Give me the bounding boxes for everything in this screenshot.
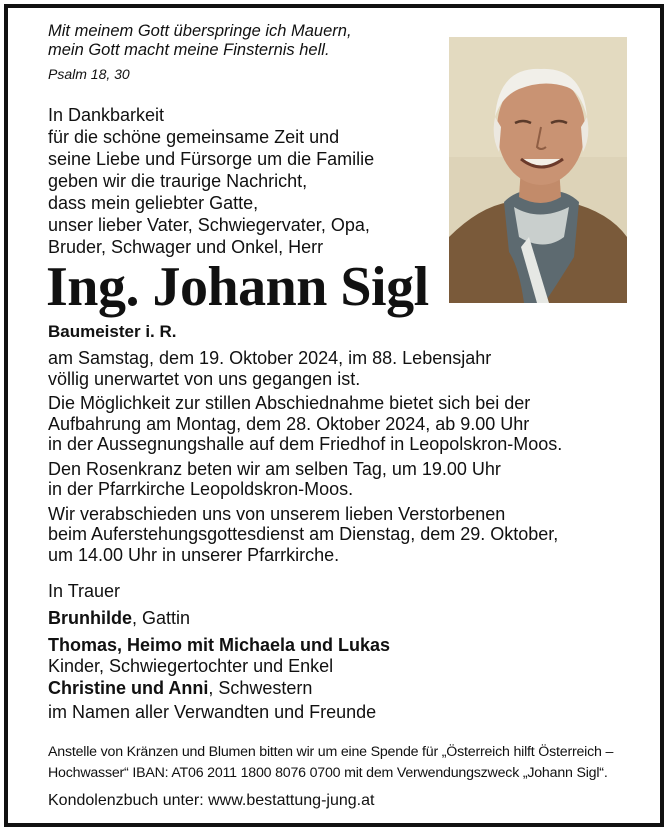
mourner-wife — [48, 608, 648, 630]
intro-line: dass mein geliebter Gatte, — [48, 193, 259, 213]
mourner-relation: , Gattin — [132, 608, 191, 628]
body-line: Aufbahrung am Montag, dem 28. Oktober 2024, ab 9.00 Uhr — [48, 413, 530, 434]
mourner-name: Brunhilde — [48, 608, 132, 628]
body-line: Die Möglichkeit zur stillen Abschiednahme bietet sich bei der — [48, 393, 531, 413]
paragraph-funeral — [48, 504, 648, 566]
mourner-name: Thomas, Heimo mit Michaela und Lukas — [48, 634, 391, 655]
intro-line: In Dankbarkeit — [48, 105, 165, 125]
intro-line: seine Liebe und Fürsorge um die Familie — [48, 149, 375, 169]
deceased-name: Ing. Johann Sigl — [46, 256, 429, 318]
condolence-book-link[interactable]: Kondolenzbuch unter: www.bestattung-jung.at — [48, 792, 375, 809]
mourner-relation: Kinder, Schwiegertochter und Enkel — [48, 656, 334, 676]
quote-line-2: mein Gott macht meine Finsternis hell. — [48, 41, 330, 59]
body-line: am Samstag, dem 19. Oktober 2024, im 88. Lebensjahr — [48, 348, 492, 368]
intro-line: für die schöne gemeinsame Zeit und — [48, 127, 340, 147]
mourner-children — [48, 635, 648, 657]
donation-line: Anstelle von Kränzen und Blumen bitten wir um eine Spende für „Österreich hilft Österreich – — [48, 744, 614, 760]
paragraph-death-date — [48, 348, 648, 389]
mourner-relatives: im Namen aller Verwandten und Freunde — [48, 702, 377, 722]
mourner-relation: , Schwestern — [208, 677, 313, 698]
mourners-list — [48, 608, 648, 724]
body-line: in der Aussegnungshalle auf dem Friedhof in Leopolskron-Moos. — [48, 434, 563, 454]
donation-line: Hochwasser“ IBAN: AT06 2011 1800 8076 0700 mit dem Verwendungszweck „Johann Sigl“. — [48, 765, 608, 781]
announcement-body — [48, 348, 648, 569]
paragraph-viewing — [48, 393, 648, 455]
intro-line: Bruder, Schwager und Onkel, Herr — [48, 237, 324, 257]
mourner-name: Christine und Anni — [48, 677, 209, 698]
mourner-sisters — [48, 678, 648, 700]
body-line: um 14.00 Uhr in unserer Pfarrkirche. — [48, 544, 340, 565]
body-line: beim Auferstehungsgottesdienst am Dienstag, dem 29. Oktober, — [48, 524, 559, 544]
intro-text — [48, 104, 448, 258]
portrait-photo-icon — [449, 37, 627, 303]
intro-line: unser lieber Vater, Schwiegervater, Opa, — [48, 215, 370, 235]
body-line: Den Rosenkranz beten wir am selben Tag, um 19.00 Uhr — [48, 458, 501, 479]
bible-quote — [48, 22, 448, 60]
deceased-title: Baumeister i. R. — [48, 322, 177, 341]
body-line: völlig unerwartet von uns gegangen ist. — [48, 368, 361, 389]
quote-source: Psalm 18, 30 — [48, 66, 130, 82]
paragraph-rosary — [48, 459, 648, 500]
intro-line: geben wir die traurige Nachricht, — [48, 171, 308, 191]
donation-note — [48, 742, 648, 784]
body-line: in der Pfarrkirche Leopoldskron-Moos. — [48, 479, 354, 499]
body-line: Wir verabschieden uns von unserem lieben Verstorbenen — [48, 503, 506, 524]
quote-line-1: Mit meinem Gott überspringe ich Mauern, — [48, 22, 352, 40]
in-mourning-label: In Trauer — [48, 581, 121, 601]
